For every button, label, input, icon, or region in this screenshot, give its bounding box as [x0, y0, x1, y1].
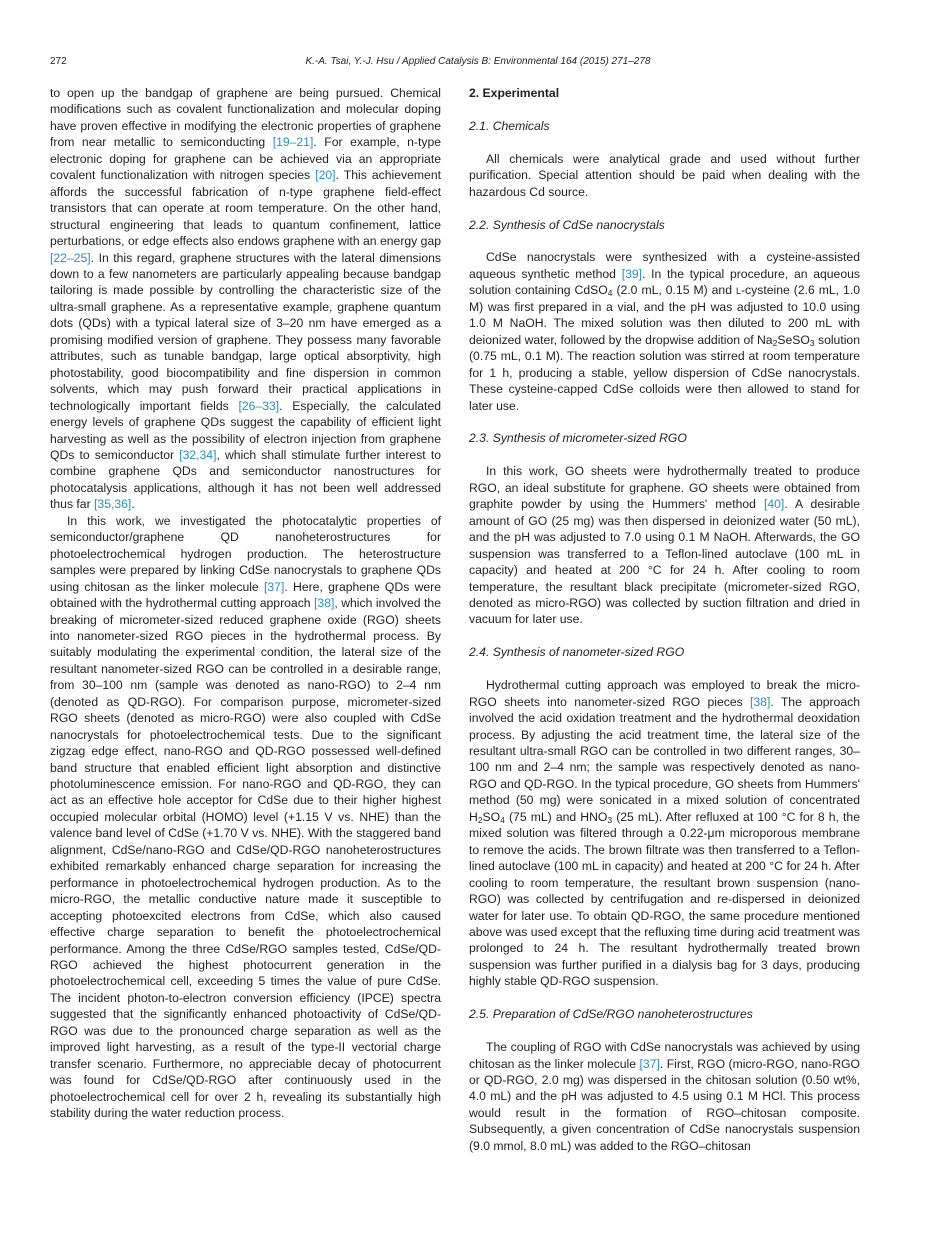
citation-link[interactable]: [37] — [639, 1056, 660, 1071]
subsection-heading: 2.2. Synthesis of CdSe nanocrystals — [469, 217, 665, 232]
body-paragraph: In this work, we investigated the photocatalytic properties of semiconductor/graphene QD nanoheterostructures for photoelectrochemical hydrogen production. The heterostructure samples were prepared by linking CdSe nanocrystals to graphene QDs using chitosan as the linker molecule [37]. Here, graphene QDs were obtained with the hydrothermal cutting approach [38], which involved the breaking of micrometer-sized reduced graphene oxide (RGO) sheets into nanometer-sized RGO pieces in the hydrothermal process. By suitably modulating the experimental condition, the lateral size of the resultant nanometer-sized RGO can be controlled in a desirable range, from 30–100 nm (sample was denoted as nano-RGO) to 2–4 nm (denoted as QD-RGO). For comparison purpose, micrometer-sized RGO sheets (denoted as micro-RGO) were also coupled with CdSe nanocrystals for photoelectrochemical tests. Due to the significant zigzag edge effect, nano-RGO and QD-RGO possessed well-defined band structure that enabled efficient light absorption and distinctive photoluminescence emission. For nano-RGO and QD-RGO, they can act as an effective hole acceptor for CdSe due to their higher highest occupied molecular orbital (HOMO) level (+1.15 V vs. NHE) than the valence band level of CdSe (+1.70 V vs. NHE). With the staggered band alignment, CdSe/nano-RGO and CdSe/QD-RGO nanoheterostructures exhibited remarkably enhanced charge separation for increasing the performance in photoelectrochemical hydrogen production. As to the micro-RGO, the metallic conductive nature made it susceptible to accepting photoexcited electrons from CdSe, which also caused effective charge separation to benefit the photoelectrochemical performance. Among the three CdSe/RGO samples tested, CdSe/QD-RGO achieved the highest photocurrent generation in the photoelectrochemical cell, exceeding 5 times the value of pure CdSe. The incident photon-to-electron conversion efficiency (IPCE) spectra suggested that the significantly enhanced photoactivity of CdSe/QD-RGO was due to the pronounced charge separation as well as the improved light harvesting, as a result of the type-II vectorial charge transfer scenario. Furthermore, no appreciable decay of photocurrent was found for CdSe/QD-RGO after continuously used in the photoelectrochemical cell for over 2 h, revealing its substantially high stability during the water reduction process. — [50, 513, 441, 1121]
subscript: 2 — [772, 337, 778, 348]
citation-link[interactable]: [20] — [315, 168, 336, 183]
right-column — [469, 85, 860, 1154]
subsection-heading: 2.4. Synthesis of nanometer-sized RGO — [469, 645, 685, 660]
left-column — [50, 85, 441, 1122]
body-paragraph: The coupling of RGO with CdSe nanocrystals was achieved by using chitosan as the linker molecule [37]. First, RGO (micro-RGO, nano-RGO or QD-RGO, 2.0 mg) was dispersed in the chitosan solution (0.50 wt%, 4.0 mL) and the pH was adjusted to 4.5 using 0.1 M HCl. This process would result in the formation of RGO–chitosan composite. Subsequently, a given concentration of CdSe nanocrystals suspension (9.0 mmol, 8.0 mL) was added to the RGO–chitosan — [469, 1040, 860, 1153]
citation-link[interactable]: [40] — [763, 497, 785, 512]
citation-link[interactable]: [26–33] — [238, 398, 280, 413]
citation-link[interactable]: [22–25] — [50, 250, 91, 265]
subscript: 3 — [607, 814, 613, 825]
citation-link[interactable]: [38] — [750, 694, 771, 709]
citation-link[interactable]: [35,36] — [94, 497, 132, 512]
body-paragraph: Hydrothermal cutting approach was employed to break the micro-RGO sheets into nanometer-sized RGO pieces [38]. The approach involved the acid oxidation treatment and the hydrothermal deoxidation process. By adjusting the acid treatment time, the lateral size of the resultant ultra-small RGO can be controlled in two different ranges, 30–100 nm and 2–4 nm; the sample was respectively denoted as nano-RGO and QD-RGO. In the typical procedure, GO sheets from Hummers' method (50 mg) were sonicated in a mixed solution of concentrated $H_2SO_4$ (75 mL) and $HNO_3$ (25 mL). After refluxed at 100 °C for 8 h, the mixed solution was filtered through a 0.22-μm microporous membrane to remove the acids. The brown filtrate was then transferred to a Teflon-lined autoclave (100 mL in capacity) and heated at 200 °C for 24 h. After cooling to room temperature, the resultant brown suspension (nano-RGO) was collected by centrifugation and re-dispersed in deionized water for later use. To obtain QD-RGO, the same procedure mentioned above was used except that the refluxing time during acid treatment was prolonged to 24 h. The resultant hydrothermally treated brown suspension was further purified in a dialysis bag for 3 days, producing highly stable QD-RGO suspension. — [469, 678, 860, 989]
body-paragraph: In this work, GO sheets were hydrothermally treated to produce RGO, an ideal substitute for graphene. GO sheets were obtained from graphite powder by using the Hummers' method [40]. A desirable amount of GO (25 mg) was then dispersed in deionized water (50 mL), and the pH was adjusted to 7.0 using 0.1 M NaOH. Afterwards, the GO suspension was transferred to a Teflon-lined autoclave (100 mL in capacity) and heated at 200 °C for 24 h. After cooling to room temperature, the resultant black precipitate (micrometer-sized RGO, denoted as micro-RGO) was collected by suction filtration and dried in vacuum for later use. — [469, 464, 860, 627]
body-paragraph: to open up the bandgap of graphene are being pursued. Chemical modifications such as covalent functionalization and molecular doping have proven effective in modifying the electronic properties of graphene from near metallic to semiconducting [19–21]. For example, n-type electronic doping for graphene can be achieved via an appropriate covalent functionalization with nitrogen species [20]. This achievement affords the successful fabrication of n-type graphene field-effect transistors that can operate at room temperature. On the other hand, structural engineering that leads to quantum confinement, lattice perturbations, or edge effects also endows graphene with an energy gap [22–25]. In this regard, graphene structures with the lateral dimensions down to a few nanometers are particularly appealing because bandgap tailoring is made possible by controlling the characteristic size of the ultra-small graphene. As a representative example, graphene quantum dots (QDs) with a typical lateral size of 3–20 nm have emerged as a promising modified version of graphene. They possess many favorable attributes, such as tunable bandgap, large optical absorptivity, high photostability, good biocompatibility and fine dispersion in common solvents, which may push forward their practical applications in technologically important fields [26–33]. Especially, the calculated energy levels of graphene QDs suggest the capability of efficient light harvesting as well as the possibility of electron injection from graphene QDs to semiconductor [32,34], which shall stimulate further interest to combine graphene QDs and semiconductor nanostructures for photocatalysis applications, although it has not been well addressed thus far [35,36]. — [50, 86, 442, 512]
citation-link[interactable]: [39] — [621, 266, 643, 281]
subsection-heading: 2.3. Synthesis of micrometer-sized RGO — [469, 431, 687, 446]
citation-link[interactable]: [19–21] — [272, 135, 314, 150]
section-heading: 2. Experimental — [469, 86, 560, 100]
subsection-heading: 2.5. Preparation of CdSe/RGO nanoheterostructures — [469, 1007, 753, 1022]
small-caps-prefix: l — [735, 283, 741, 298]
page-number: 272 — [50, 56, 67, 67]
subscript: 3 — [809, 337, 815, 348]
citation-link[interactable]: [38] — [314, 596, 335, 611]
running-title: K.-A. Tsai, Y.-J. Hsu / Applied Catalysis B: Environmental 164 (2015) 271–278 — [305, 56, 651, 67]
citation-link[interactable]: [32,34] — [179, 447, 217, 462]
body-paragraph: All chemicals were analytical grade and used without further purification. Special attention should be paid when dealing with the hazardous Cd source. — [469, 151, 860, 199]
subscript: 2 — [477, 814, 483, 825]
citation-link[interactable]: [37] — [264, 579, 285, 594]
subscript: 4 — [500, 814, 505, 825]
subsection-heading: 2.1. Chemicals — [469, 118, 550, 133]
subscript: 4 — [607, 288, 613, 299]
body-paragraph: CdSe nanocrystals were synthesized with a cysteine-assisted aqueous synthetic method [39]. In the typical procedure, an aqueous solution containing CdSO$_4$ (2.0 mL, 0.15 M) and l-cysteine (2.6 mL, 1.0 M) was first prepared in a vial, and the pH was adjusted to 10.0 using 1.0 M NaOH. The mixed solution was then diluted to 200 mL with deionized water, followed by the dropwise addition of $Na_2SeSO_3$ solution (0.75 mL, 0.1 M). The reaction solution was stirred at room temperature for 1 h, producing a stable, yellow dispersion of CdSe nanocrystals. These cysteine-capped CdSe colloids were then allowed to stand for later use. — [469, 250, 860, 413]
